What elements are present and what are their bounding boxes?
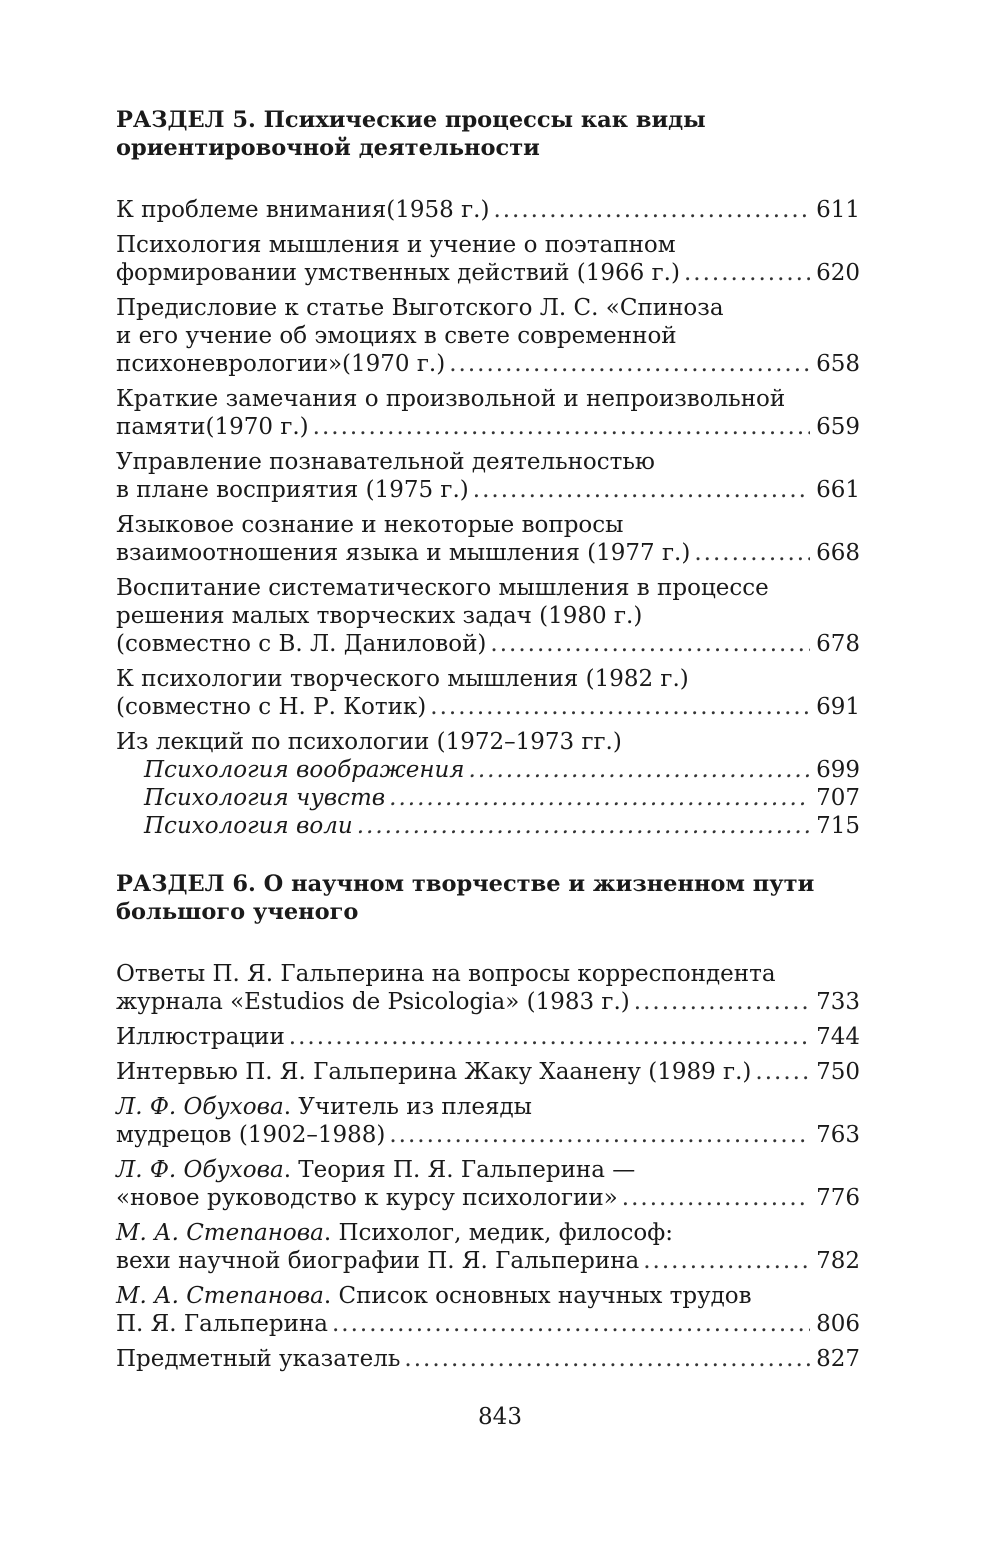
page-ref: 620 <box>816 260 860 286</box>
dot-leader <box>449 350 810 378</box>
page-ref: 806 <box>816 1311 860 1337</box>
page-ref: 750 <box>816 1059 860 1085</box>
page-ref: 659 <box>816 414 860 440</box>
page-ref: 707 <box>816 785 860 811</box>
dot-leader <box>313 413 810 441</box>
page-ref: 611 <box>816 197 860 223</box>
dot-leader <box>389 1121 810 1149</box>
page-ref: 715 <box>816 813 860 839</box>
dot-leader <box>493 196 810 224</box>
page-number: 843 <box>478 1404 522 1430</box>
dot-leader <box>469 756 811 784</box>
dot-leader <box>694 539 810 567</box>
toc-entry[interactable]: М. А. Степанова. Психолог, медик, философ: вехи научной биографии П. Я. Гальперина ..... 782 <box>116 1219 860 1275</box>
page-ref: 776 <box>816 1185 860 1211</box>
table-of-contents <box>116 106 860 1380</box>
dot-leader <box>634 988 810 1016</box>
page-ref: 782 <box>816 1248 860 1274</box>
toc-subentry[interactable]: Психология воли ..... 715 <box>116 812 860 840</box>
toc-entry[interactable]: Л. Ф. Обухова. Учитель из плеяды мудрецов (1902–1988) ..... 763 <box>116 1093 860 1149</box>
dot-leader <box>332 1310 810 1338</box>
page-ref: 733 <box>816 989 860 1015</box>
page-ref: 699 <box>816 757 860 783</box>
toc-entry[interactable]: Языковое сознание и некоторые вопросы взаимоотношения языка и мышления (1977 г.) ..... 668 <box>116 511 860 567</box>
dot-leader <box>473 476 810 504</box>
section-5-title: РАЗДЕЛ 5. Психические процессы как виды ориентировочной деятельности <box>116 107 706 161</box>
section-6-title: РАЗДЕЛ 6. О научном творчестве и жизненном пути большого ученого <box>116 871 815 925</box>
toc-entry-lectures <box>116 728 860 840</box>
dot-leader <box>389 784 810 812</box>
page-ref: 744 <box>816 1024 860 1050</box>
toc-entry[interactable]: Краткие замечания о произвольной и непроизвольной памяти(1970 г.) ..... 659 <box>116 385 860 441</box>
toc-subentry[interactable]: Психология воображения ..... 699 <box>116 756 860 784</box>
toc-entry[interactable]: Иллюстрации ..... 744 <box>116 1023 860 1051</box>
page-ref: 658 <box>816 351 860 377</box>
page-ref: 691 <box>816 694 860 720</box>
lectures-heading: Из лекций по психологии (1972–1973 гг.) <box>116 729 622 755</box>
author-name: М. А. Степанова <box>116 1220 324 1246</box>
dot-leader <box>684 259 810 287</box>
dot-leader <box>490 630 810 658</box>
page-ref: 678 <box>816 631 860 657</box>
page-ref: 827 <box>816 1346 860 1372</box>
author-name: Л. Ф. Обухова <box>116 1094 284 1120</box>
toc-entry[interactable]: Предисловие к статье Выготского Л. С. «Спиноза и его учение об эмоциях в свете современной психоневрологии»(1970 г.) ..... 658 <box>116 294 860 378</box>
page-ref: 763 <box>816 1122 860 1148</box>
dot-leader <box>404 1345 810 1373</box>
toc-entry[interactable]: К проблеме внимания(1958 г.) ..... 611 <box>116 196 860 224</box>
dot-leader <box>755 1058 810 1086</box>
toc-entry[interactable]: Воспитание систематического мышления в процессе решения малых творческих задач (1980 г.) (совместно с В. Л. Даниловой) ..... 678 <box>116 574 860 658</box>
toc-entry[interactable]: Предметный указатель ..... 827 <box>116 1345 860 1373</box>
dot-leader <box>357 812 810 840</box>
toc-entry[interactable]: Ответы П. Я. Гальперина на вопросы корреспондента журнала «Estudios de Psicologia» (1983 г.) ..... 733 <box>116 960 860 1016</box>
toc-entry[interactable]: М. А. Степанова. Список основных научных трудов П. Я. Гальперина ..... 806 <box>116 1282 860 1338</box>
toc-entry[interactable]: Л. Ф. Обухова. Теория П. Я. Гальперина — «новое руководство к курсу психологии» ..... 776 <box>116 1156 860 1212</box>
toc-entry[interactable]: Психология мышления и учение о поэтапном формировании умственных действий (1966 г.) ..... 620 <box>116 231 860 287</box>
page-ref: 668 <box>816 540 860 566</box>
author-name: Л. Ф. Обухова <box>116 1157 284 1183</box>
dot-leader <box>430 693 810 721</box>
page-ref: 661 <box>816 477 860 503</box>
author-name: М. А. Степанова <box>116 1283 324 1309</box>
toc-entry[interactable]: Управление познавательной деятельностью в плане восприятия (1975 г.) ..... 661 <box>116 448 860 504</box>
toc-entry[interactable]: К психологии творческого мышления (1982 г.) (совместно с Н. Р. Котик) ..... 691 <box>116 665 860 721</box>
dot-leader <box>643 1247 810 1275</box>
dot-leader <box>289 1023 810 1051</box>
toc-subentry[interactable]: Психология чувств ..... 707 <box>116 784 860 812</box>
dot-leader <box>622 1184 810 1212</box>
toc-entry[interactable]: Интервью П. Я. Гальперина Жаку Хаанену (1989 г.) ..... 750 <box>116 1058 860 1086</box>
